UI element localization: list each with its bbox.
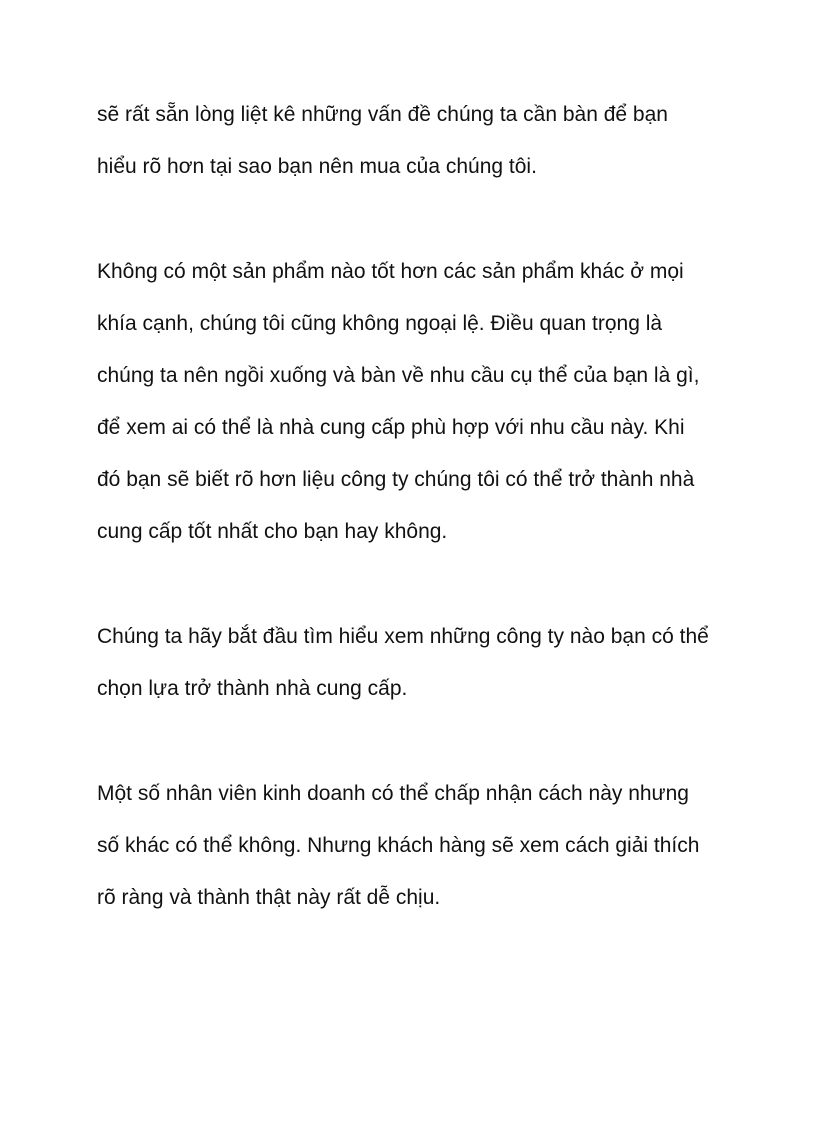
paragraph-2-line-2: khía cạnh, chúng tôi cũng không ngoại lệ. Điều quan trọng là — [97, 312, 663, 335]
paragraph-3-line-1: Chúng ta hãy bắt đầu tìm hiểu xem những công ty nào bạn có thể — [97, 625, 709, 648]
paragraph-3-line-2: chọn lựa trở thành nhà cung cấp. — [97, 677, 408, 700]
paragraph-4-line-2: số khác có thể không. Nhưng khách hàng sẽ xem cách giải thích — [97, 834, 700, 857]
paragraph-2-line-3: chúng ta nên ngồi xuống và bàn về nhu cầu cụ thể của bạn là gì, — [97, 364, 700, 387]
paragraph-1-line-2: hiểu rõ hơn tại sao bạn nên mua của chúng tôi. — [97, 155, 537, 178]
paragraph-2-line-1: Không có một sản phẩm nào tốt hơn các sản phẩm khác ở mọi — [97, 260, 684, 283]
paragraph-2-line-4: để xem ai có thể là nhà cung cấp phù hợp với nhu cầu này. Khi — [97, 416, 685, 439]
paragraph-1-line-1: sẽ rất sẵn lòng liệt kê những vấn đề chúng ta cần bàn để bạn — [97, 103, 668, 126]
paragraph-2-line-6: cung cấp tốt nhất cho bạn hay không. — [97, 520, 448, 543]
paragraph-2-line-5: đó bạn sẽ biết rõ hơn liệu công ty chúng tôi có thể trở thành nhà — [97, 468, 695, 491]
paragraph-4-line-1: Một số nhân viên kinh doanh có thể chấp nhận cách này nhưng — [97, 782, 689, 805]
paragraph-4-line-3: rõ ràng và thành thật này rất dễ chịu. — [97, 886, 441, 909]
